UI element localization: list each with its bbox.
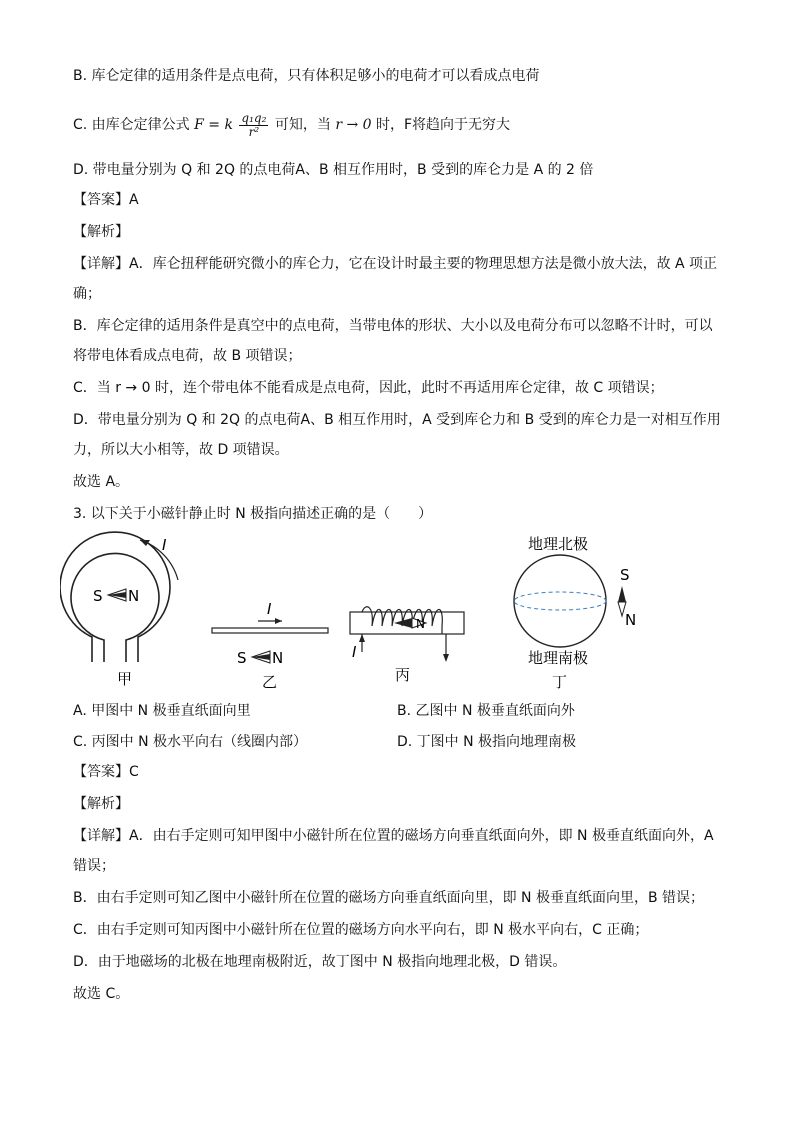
current-label-jia: I	[162, 536, 167, 554]
q3-option-d: D. 丁图中 N 极指向地理南极	[397, 734, 577, 750]
q3-detail-c: C．由右手定则可知丙图中小磁针所在位置的磁场方向水平向右，即 N 极水平向右，C 正确；	[73, 922, 649, 938]
q2-detail-b-2: 将带电体看成点电荷，故 B 项错误；	[73, 348, 302, 364]
q3-figures	[60, 530, 660, 695]
figure-yi	[212, 600, 328, 691]
q3-detail-a-2: 错误；	[73, 858, 115, 874]
geographic-north-label: 地理北极	[528, 535, 589, 553]
q2-conclusion: 故选 A。	[73, 474, 130, 490]
q3-detail-b: B．由右手定则可知乙图中小磁针所在位置的磁场方向垂直纸面向里，即 N 极垂直纸面向里，B 错误；	[73, 890, 705, 906]
figure-label-yi: 乙	[262, 673, 278, 691]
coulomb-fraction	[239, 112, 268, 139]
n-label-yi: N	[272, 649, 284, 667]
option-c-condition: r → 0	[335, 117, 372, 133]
figure-label-ding: 丁	[552, 673, 568, 691]
s-label-yi: S	[237, 649, 247, 667]
q2-detail-b-1: B．库仑定律的适用条件是真空中的点电荷，当带电体的形状、大小以及电荷分布可以忽略不计时，可以	[73, 318, 713, 334]
q2-detail-c: C．当 r → 0 时，连个带电体不能看成是点电荷，因此，此时不再适用库仑定律，故 C 项错误；	[73, 380, 664, 396]
figure-jia	[60, 532, 178, 688]
q3-option-c: C. 丙图中 N 极水平向右（线圈内部）	[73, 734, 308, 750]
geographic-south-label: 地理南极	[528, 649, 589, 667]
s-label-ding: S	[620, 566, 630, 584]
option-c-line	[73, 108, 510, 142]
fraction-denominator: r²	[248, 124, 260, 139]
figure-ding	[514, 535, 636, 691]
q3-option-a: A. 甲图中 N 极垂直纸面向里	[73, 703, 251, 719]
figure-label-jia: 甲	[117, 670, 133, 688]
figure-label-bing: 丙	[395, 666, 411, 684]
n-label-ding: N	[625, 611, 637, 629]
q3-conclusion: 故选 C。	[73, 986, 130, 1002]
n-label-jia: N	[128, 587, 140, 605]
q2-detail-d-1: D．带电量分别为 Q 和 2Q 的点电荷A、B 相互作用时，A 受到库仑力和 B 受到的库仑力是一对相互作用	[73, 412, 721, 428]
current-label-yi: I	[267, 600, 272, 618]
current-label-bing: I	[352, 643, 357, 661]
q3-analysis-title: 【解析】	[73, 796, 129, 812]
option-b-text: B. 库仑定律的适用条件是点电荷，只有体积足够小的电荷才可以看成点电荷	[73, 68, 540, 84]
s-label-jia: S	[93, 587, 103, 605]
q2-detail-a-1: 【详解】A．库仑扭秤能研究微小的库仑力，它在设计时最主要的物理思想方法是微小放大法，故 A 项正	[73, 256, 718, 272]
q3-detail-a-1: 【详解】A．由右手定则可知甲图中小磁针所在位置的磁场方向垂直纸面向外，即 N 极垂直纸面向外，A	[73, 828, 714, 844]
figure-bing	[350, 607, 464, 684]
compass-needle-ding	[618, 586, 626, 602]
option-c-end: 时，F将趋向于无穷大	[376, 117, 511, 133]
option-c-middle: 可知，当	[274, 117, 331, 133]
current-arrow-jia	[140, 540, 178, 580]
option-d-text: D. 带电量分别为 Q 和 2Q 的点电荷A、B 相互作用时，B 受到的库仑力是 A 的 2 倍	[73, 162, 594, 178]
q3-detail-d: D．由于地磁场的北极在地理南极附近，故丁图中 N 极指向地理北极，D 错误。	[73, 954, 567, 970]
q3-option-b: B. 乙图中 N 极垂直纸面向外	[397, 703, 575, 719]
q2-detail-d-2: 力，所以大小相等，故 D 项错误。	[73, 442, 289, 458]
formula-lhs: F = k	[194, 117, 233, 133]
n-label-bing: N	[416, 617, 425, 631]
earth-globe	[514, 555, 606, 647]
q3-answer: 【答案】C	[73, 764, 139, 780]
q2-answer: 【答案】A	[73, 192, 139, 208]
q2-detail-a-2: 确；	[73, 286, 101, 302]
q3-stem: 3. 以下关于小磁针静止时 N 极指向描述正确的是（ ）	[73, 506, 433, 522]
q2-analysis-title: 【解析】	[73, 224, 129, 240]
option-c-prefix: C. 由库仑定律公式	[73, 117, 190, 133]
fraction-numerator: q₁q₂	[241, 110, 267, 125]
